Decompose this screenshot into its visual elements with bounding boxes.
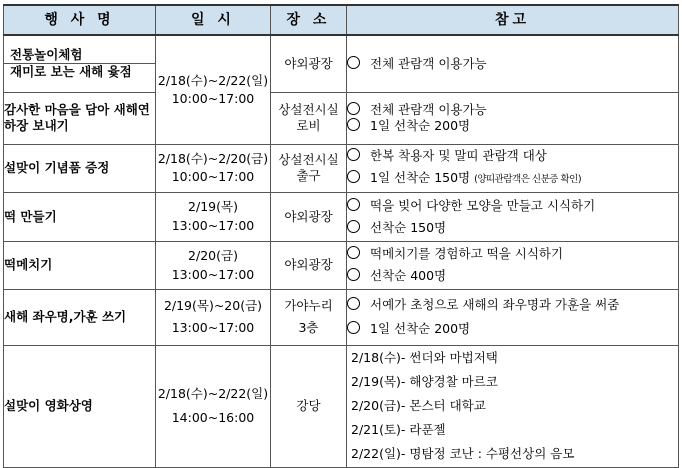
event-place: 가야누리 3층 [271,289,347,345]
event-datetime: 2/18(수)~2/22(일) 14:00~16:00 [156,345,271,467]
circle-bullet-icon [347,56,360,69]
circle-bullet-icon [347,170,360,183]
event-datetime: 2/19(목) 13:00~17:00 [156,192,271,241]
list-item: 2/22(일)- 명탐정 코난 : 수평선상의 음모 [351,446,575,461]
circle-bullet-icon [347,268,360,281]
circle-bullet-icon [347,246,360,259]
table-row [4,241,679,289]
header-note: 참고 [347,5,679,35]
event-place: 야외광장 [271,35,347,92]
table-row [4,192,679,241]
header-datetime: 일 시 [156,5,271,35]
circle-bullet-icon [347,102,360,115]
circle-bullet-icon [347,198,360,211]
circle-bullet-icon [347,148,360,161]
header-event-name: 행 사 명 [4,5,156,35]
table-row [4,289,679,345]
movie-list [347,345,679,467]
table-row [4,345,679,467]
circle-bullet-icon [347,321,360,334]
table-row [4,35,679,92]
event-name: 떡 만들기 [4,192,156,241]
event-note: 떡을 빚어 다양한 모양을 만들고 시식하기 선착순 150명 [347,192,679,241]
circle-bullet-icon [347,297,360,310]
list-item: 2/19(목)- 해양경찰 마르코 [351,374,498,389]
event-place: 야외광장 [271,241,347,289]
event-name: 새해 좌우명,가훈 쓰기 [4,289,156,345]
list-item: 2/18(수)- 썬더와 마법저택 [351,350,498,365]
event-datetime: 2/19(목)~20(금) 13:00~17:00 [156,289,271,345]
event-name-cell [4,35,156,92]
list-item: 2/20(금)- 몬스터 대학교 [351,398,486,413]
event-name: 떡메치기 [4,241,156,289]
event-name: 설맞이 기념품 증정 [4,144,156,192]
event-name: 재미로 보는 새해 윷점 [4,63,155,80]
event-datetime: 2/18(수)~2/22(일) 10:00~17:00 [156,35,271,144]
table-row [4,92,679,144]
event-datetime: 2/18(수)~2/20(금) 10:00~17:00 [156,144,271,192]
event-place: 상설전시실 출구 [271,144,347,192]
event-note: 한복 착용자 및 말띠 관람객 대상 1일 선착순 150명 (양띠관람객은 신분증 확인) [347,144,679,192]
event-note: 떡메치기를 경험하고 떡을 시식하기 선착순 400명 [347,241,679,289]
event-place: 상설전시실 로비 [271,92,347,144]
event-datetime: 2/20(금) 13:00~17:00 [156,241,271,289]
event-place: 강당 [271,345,347,467]
event-name: 감사한 마음을 담아 새해연하장 보내기 [4,92,156,144]
list-item: 2/21(토)- 라푼젤 [351,422,446,437]
event-schedule-table [3,4,679,468]
table-row [4,144,679,192]
circle-bullet-icon [347,118,360,131]
table-header-row [4,5,679,35]
event-name: 전통놀이체험 [10,47,83,63]
event-place: 야외광장 [271,192,347,241]
event-name: 설맞이 영화상영 [4,345,156,467]
header-place: 장 소 [271,5,347,35]
circle-bullet-icon [347,220,360,233]
event-note: 전체 관람객 이용가능 [347,35,679,92]
event-note: 전체 관람객 이용가능 1일 선착순 200명 [347,92,679,144]
event-note: 서예가 초청으로 새해의 좌우명과 가훈을 써줌 1일 선착순 200명 [347,289,679,345]
